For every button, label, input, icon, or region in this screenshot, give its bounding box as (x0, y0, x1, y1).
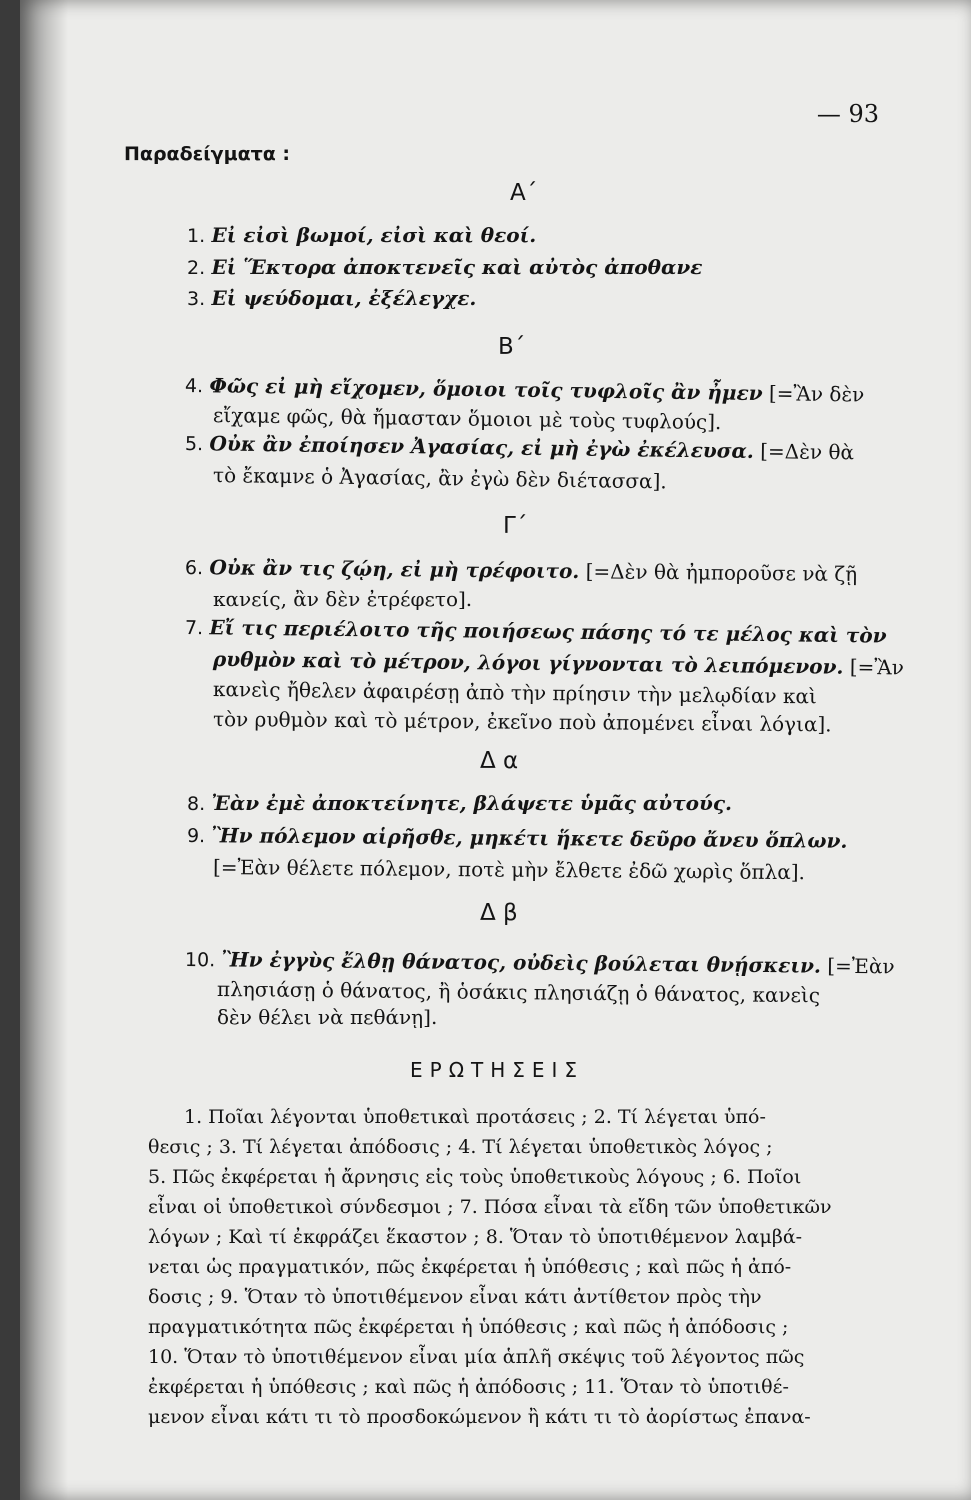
page-spine-shadow (20, 0, 68, 1500)
example-7-line-1: 7. Εἴ τις περιέλοιτο τῆς ποιήσεως πάσης τό τε μέλος καὶ τὸν (184, 615, 887, 648)
question-line: μενον εἶναι κάτι τι τὸ προσδοκώμενον ἢ κάτι τι τὸ ἀορίστως ἐπανα- (148, 1406, 811, 1428)
book-page (20, 0, 971, 1500)
section-db-label: Δ β (480, 900, 518, 926)
example-10-line-3: δὲν θέλει νὰ πεθάνῃ]. (217, 1005, 438, 1029)
question-line: πραγματικότητα πῶς ἐκφέρεται ἡ ὑπόθεσις ; καὶ πῶς ἡ ἀπόδοσις ; (148, 1316, 789, 1338)
example-8: 8. Ἐὰν ἐμὲ ἀποκτείνητε, βλάψετε ὑμᾶς αὐτούς. (187, 791, 732, 815)
section-c-label: Γ΄ (503, 513, 528, 539)
example-2: 2. Εἰ Ἕκτορα ἀποκτενεῖς καὶ αὐτὸς ἀποθανε (187, 255, 703, 279)
question-line: ἐκφέρεται ἡ ὑπόθεσις ; καὶ πῶς ἡ ἀπόδοσις ; 11. Ὅταν τὸ ὑποτιθέ- (148, 1376, 789, 1398)
question-line: νεται ὡς πραγματικόν, πῶς ἐκφέρεται ἡ ὑπόθεσις ; καὶ πῶς ἡ ἀπό- (148, 1256, 792, 1278)
question-line: 5. Πῶς ἐκφέρεται ἡ ἄρνησις εἰς τοὺς ὑποθετικοὺς λόγους ; 6. Ποῖοι (148, 1166, 802, 1188)
example-6-line-1: 6. Οὐκ ἂν τις ζῴη, εἰ μὴ τρέφοιτο. [=Δὲν θὰ ἠμποροῦσε νὰ ζῇ (184, 555, 858, 587)
example-9-line-2: [=Ἐὰν θέλετε πόλεμον, ποτὲ μὴν ἔλθετε ἐδῶ χωρὶς ὅπλα]. (212, 855, 806, 885)
question-line: λόγων ; Καὶ τί ἐκφράζει ἕκαστον ; 8. Ὅταν τὸ ὑποτιθέμενον λαμβά- (148, 1226, 803, 1248)
example-6-line-2: κανείς, ἂν δὲν ἐτρέφετο]. (213, 587, 473, 611)
example-7-line-4: τὸν ρυθμὸν καὶ τὸ μέτρον, ἐκεῖνο ποὺ ἀπομένει εἶναι λόγια]. (212, 707, 832, 737)
section-a-label: Α΄ (510, 180, 538, 206)
section-b-label: Β΄ (498, 334, 526, 360)
example-5-line-1: 5. Οὐκ ἂν ἐποίησεν Ἀγασίας, εἰ μὴ ἐγὼ ἐκέλευσα. [=Δὲν θὰ (184, 431, 855, 465)
question-line: 1. Ποῖαι λέγονται ὑποθετικαὶ προτάσεις ; 2. Τί λέγεται ὑπό- (184, 1106, 766, 1128)
question-line: δοσις ; 9. Ὅταν τὸ ὑποτιθέμενον εἶναι κάτι ἀντίθετον πρὸς τὴν (148, 1286, 762, 1308)
question-line: 10. Ὅταν τὸ ὑποτιθέμενον εἶναι μία ἁπλῆ σκέψις τοῦ λέγοντος πῶς (148, 1346, 805, 1368)
example-1: 1. Εἰ εἰσὶ βωμοί, εἰσὶ καὶ θεοί. (187, 223, 537, 247)
example-10-line-1: 10. Ἢν ἐγγὺς ἔλθῃ θάνατος, οὐδεὶς βούλεται θνῄσκειν. [=Ἐὰν (184, 947, 895, 979)
example-7-line-2: ρυθμὸν καὶ τὸ μέτρον, λόγοι γίγνονται τὸ λειπόμενον. [=Ἂν (212, 647, 905, 680)
example-10-line-2: πλησιάσῃ ὁ θάνατος, ἢ ὁσάκις πλησιάζῃ ὁ θάνατος, κανεὶς (216, 977, 821, 1008)
example-3: 3. Εἰ ψεύδομαι, ἐξέλεγχε. (187, 286, 477, 310)
example-5-line-2: τὸ ἔκαμνε ὁ Ἀγασίας, ἂν ἐγὼ δὲν διέτασσα]. (212, 463, 667, 494)
example-9-line-1: 9. Ἢν πόλεμον αἱρῆσθε, μηκέτι ἥκετε δεῦρο ἄνευ ὅπλων. (186, 823, 848, 853)
example-7-line-3: κανεὶς ἤθελεν ἀφαιρέσῃ ἀπὸ τὴν πρίησιν τὴν μελῳδίαν καὶ (212, 677, 817, 709)
question-line: εἶναι οἱ ὑποθετικοὶ σύνδεσμοι ; 7. Πόσα εἶναι τὰ εἴδη τῶν ὑποθετικῶν (148, 1196, 832, 1218)
examples-heading: Παραδείγματα : (124, 143, 291, 165)
question-line: θεσις ; 3. Τί λέγεται ἀπόδοσις ; 4. Τί λέγεται ὑποθετικὸς λόγος ; (148, 1136, 773, 1158)
page-number: — 93 (816, 100, 879, 128)
questions-title: ΕΡΩΤΗΣΕΙΣ (410, 1058, 585, 1082)
section-da-label: Δ α (480, 748, 519, 774)
example-4-line-1: 4. Φῶς εἰ μὴ εἴχομεν, ὅμοιοι τοῖς τυφλοῖς ἂν ἦμεν [=Ἂν δὲν (184, 373, 865, 407)
example-4-line-2: εἴχαμε φῶς, θὰ ἤμασταν ὅμοιοι μὲ τοὺς τυφλούς]. (212, 403, 722, 435)
